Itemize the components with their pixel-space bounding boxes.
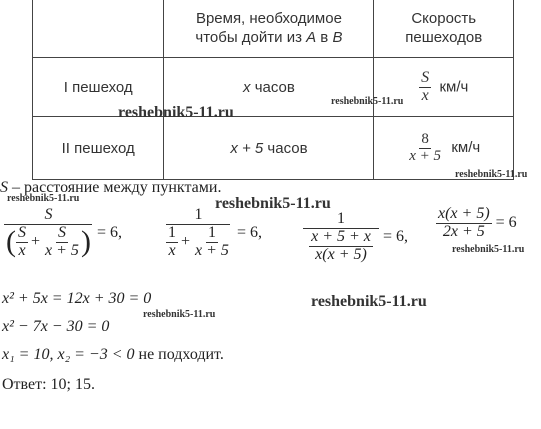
eq3-den-top: x + 5 + x — [311, 227, 371, 245]
watermark: reshebnik5-11.ru — [452, 244, 525, 255]
s-definition-text: – расстояние между пунктами. — [8, 179, 222, 196]
equation-line-1: x² + 5x = 12x + 30 = 0 — [2, 290, 152, 307]
eq4-den: 2x + 5 — [442, 222, 485, 240]
table-row — [33, 58, 514, 117]
eq1-num: S — [4, 207, 92, 225]
data-table — [32, 0, 514, 180]
roots: x₁ = 10, x₂ = −3 < 0 — [2, 346, 135, 363]
watermark: reshebnik5-11.ru — [455, 169, 528, 180]
row2-name: II пешеход — [33, 117, 164, 180]
eq2-rhs: = 6, — [236, 224, 262, 242]
watermark: reshebnik5-11.ru — [7, 193, 80, 204]
eq1-lparen: ( — [6, 225, 16, 259]
row2-time — [164, 117, 374, 180]
row2-speed-den: x + 5 — [409, 147, 442, 164]
row1-time-var: x — [243, 78, 251, 96]
eq1-den-frac1-den: x — [18, 241, 26, 259]
eq1-den-frac1 — [16, 225, 28, 260]
row1-time-unit: часов — [250, 78, 295, 96]
eq1-fraction — [4, 207, 93, 259]
eq2-den-frac1-num: 1 — [168, 223, 176, 241]
eq2-den-frac2-den: x + 5 — [195, 241, 229, 259]
header-time-B: B — [332, 29, 343, 46]
equation-3 — [303, 211, 408, 263]
eq1-rhs: = 6, — [96, 224, 122, 242]
answer: Ответ: 10; 15. — [2, 376, 95, 393]
eq3-fraction — [303, 211, 379, 263]
eq1-den-frac1-num: S — [18, 223, 26, 241]
header-time-cell — [164, 0, 374, 58]
eq1-den — [4, 225, 93, 260]
eq2-den-frac1-den: x — [168, 241, 176, 259]
eq4-fraction — [436, 206, 492, 241]
eq1-den-frac2-num: S — [57, 223, 66, 241]
eq2-den-frac2-num: 1 — [207, 223, 216, 241]
row1-speed — [374, 58, 514, 117]
row1-speed-unit: км/ч — [439, 77, 469, 95]
eq2-plus: + — [181, 232, 191, 250]
header-speed-cell — [374, 0, 514, 58]
header-empty-cell — [33, 0, 164, 58]
row2-speed-num: 8 — [421, 130, 429, 147]
row1-speed-num: S — [421, 68, 430, 86]
eq2-den-frac1 — [166, 225, 178, 260]
s-definition-var: S — [0, 179, 8, 196]
eq2-fraction — [164, 207, 233, 259]
header-time-mid: в — [316, 29, 333, 46]
row1-speed-fraction — [419, 70, 431, 105]
watermark: reshebnik5-11.ru — [215, 195, 331, 212]
header-speed-line1: Скорость — [411, 10, 477, 27]
eq4-rhs: = 6 — [495, 214, 517, 232]
equation-4 — [436, 206, 517, 241]
header-time-A: A — [306, 29, 317, 46]
eq2-den — [164, 225, 233, 260]
row2-time-unit: часов — [263, 139, 308, 157]
watermark: reshebnik5-11.ru — [118, 104, 234, 121]
eq1-plus: + — [31, 232, 41, 250]
eq3-num: 1 — [303, 211, 379, 229]
eq3-den — [307, 229, 375, 264]
equation-2 — [164, 207, 262, 259]
equation-1 — [4, 207, 122, 259]
watermark: reshebnik5-11.ru — [311, 293, 427, 310]
row2-time-var: x + 5 — [230, 139, 264, 157]
eq3-den-bot: x(x + 5) — [315, 245, 367, 263]
eq3-den-frac — [309, 229, 373, 264]
watermark: reshebnik5-11.ru — [143, 309, 216, 320]
equation-line-3 — [2, 346, 224, 364]
header-time-line2-prefix: чтобы дойти из — [195, 29, 307, 46]
row1-name: I пешеход — [33, 58, 164, 117]
roots-note: не подходит. — [134, 346, 224, 363]
eq1-den-frac2 — [43, 225, 81, 260]
equation-line-2: x² − 7x − 30 = 0 — [2, 318, 110, 335]
table-header-row — [33, 0, 514, 58]
header-time-line1: Время, необходимое — [195, 10, 342, 27]
watermark: reshebnik5-11.ru — [331, 96, 404, 107]
eq2-den-frac2 — [193, 225, 231, 260]
table-row — [33, 117, 514, 180]
eq2-num: 1 — [166, 207, 230, 225]
header-speed-line2: пешеходов — [405, 29, 483, 46]
s-definition — [0, 179, 221, 197]
row1-speed-den: x — [421, 86, 429, 104]
eq3-rhs: = 6, — [383, 228, 409, 246]
eq1-den-frac2-den: x + 5 — [45, 241, 79, 259]
row2-speed-fraction — [407, 132, 443, 165]
eq1-rparen: ) — [80, 225, 91, 259]
row2-speed-unit: км/ч — [451, 138, 481, 156]
eq4-num: x(x + 5) — [438, 205, 490, 222]
